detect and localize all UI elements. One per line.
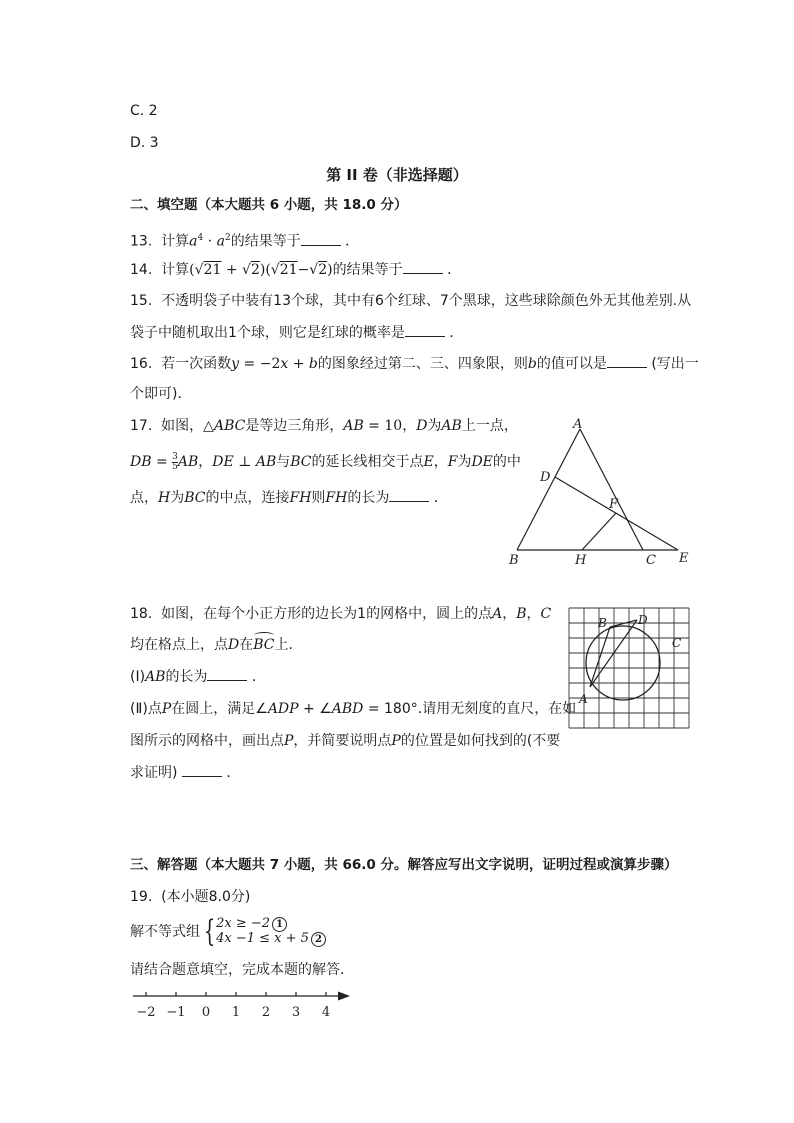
option-d: D. 3	[130, 135, 159, 151]
question-18-part1: (Ⅰ)AB的长为 ．	[130, 666, 266, 687]
answer-blank[interactable]	[207, 666, 247, 681]
label-h: H	[575, 553, 587, 568]
number-line-label: 3	[291, 1005, 301, 1020]
option-c: C. 2	[130, 103, 158, 119]
number-line-label: 0	[201, 1005, 211, 1020]
question-17-line3: 点，H为BC的中点，连接FH则FH的长为 ．	[130, 487, 448, 508]
answer-blank[interactable]	[389, 487, 429, 502]
answer-blank[interactable]	[182, 762, 222, 777]
label-e: E	[679, 551, 689, 566]
question-16-line2: 个即可)．	[130, 386, 192, 402]
question-15: 15. 不透明袋子中装有13个球，其中有6个红球、7个黑球，这些球除颜色外无其他差别.从	[130, 293, 692, 309]
question-18-part2-line3: 求证明) ．	[130, 762, 240, 783]
answer-blank[interactable]	[301, 231, 341, 246]
number-line-label: −2	[136, 1005, 156, 1020]
question-17: 17. 如图，△ABC是等边三角形，AB = 10，D为AB上一点，	[130, 418, 518, 434]
number-line	[128, 988, 358, 1022]
number-line-label: 1	[231, 1005, 241, 1020]
circled-one: 1	[272, 917, 287, 932]
question-17-line2: DB = $\frac{3}{5}$ AB，DE ⊥ AB与BC的延长线相交于点E，F为DE的中	[130, 451, 521, 472]
grid-label-a: A	[579, 692, 588, 706]
grid-label-d: D	[638, 613, 648, 627]
grid-label-b: B	[598, 616, 607, 630]
answer-blank[interactable]	[405, 322, 445, 337]
grid-figure	[568, 607, 690, 729]
question-19: 19. (本小题8.0分)	[130, 889, 251, 905]
answer-blank[interactable]	[403, 259, 443, 274]
section3-header: 三、解答题（本大题共 7 小题，共 66.0 分。解答应写出文字说明，证明过程或演算步骤）	[130, 857, 678, 873]
question-19-system: 解不等式组 { 2x ≥ −2 1 4x −1 ≤ x + 5 2	[130, 917, 326, 947]
label-c: C	[646, 553, 656, 568]
number-line-label: 4	[321, 1005, 331, 1020]
section2-header: 二、填空题（本大题共 6 小题，共 18.0 分）	[130, 197, 408, 213]
answer-blank[interactable]	[607, 353, 647, 368]
label-d: D	[540, 470, 551, 485]
question-13: 13. 计算$a^4 \cdot a^2$的结果等于 ．	[130, 228, 359, 252]
label-a: A	[573, 417, 583, 432]
question-18-part2-line2: 图所示的网格中，画出点P，并简要说明点P的位置是如何找到的(不要	[130, 733, 561, 749]
question-14: 14. 计算(√21 + √2)(√21−√2)的结果等于 ．	[130, 259, 461, 280]
question-16: 16. 若一次函数y = −2x + b的图象经过第二、三、四象限，则b的值可以是 (写出一	[130, 353, 699, 374]
label-b: B	[509, 553, 519, 568]
part-title: 第 II 卷（非选择题）	[326, 166, 468, 184]
grid-label-c: C	[672, 636, 682, 650]
question-15-line2: 袋子中随机取出1个球，则它是红球的概率是 ．	[130, 322, 463, 343]
question-18: 18. 如图，在每个小正方形的边长为1的网格中，圆上的点A，B，C	[130, 606, 552, 622]
question-18-line2: 均在格点上，点D在BC上.	[130, 637, 293, 653]
number-line-label: −1	[166, 1005, 186, 1020]
triangle-figure	[500, 415, 700, 575]
number-line-label: 2	[261, 1005, 271, 1020]
question-18-part2: (Ⅱ)点P在圆上，满足∠ADP + ∠ABD = 180°.请用无刻度的直尺，在如	[130, 701, 577, 717]
circled-two: 2	[311, 932, 326, 947]
question-19-instruction: 请结合题意填空，完成本题的解答．	[130, 962, 354, 978]
label-f: F	[609, 497, 619, 512]
